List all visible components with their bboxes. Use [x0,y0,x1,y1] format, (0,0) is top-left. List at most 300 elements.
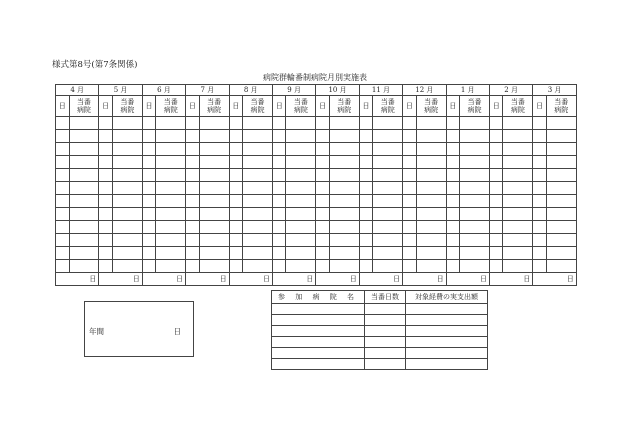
duty-hospital-cell [69,156,99,169]
day-cell [533,117,547,130]
day-cell [489,195,503,208]
day-cell [533,208,547,221]
day-column-header: 日 [446,96,460,117]
day-cell [99,260,113,273]
day-cell [56,260,70,273]
monthly-total-cell: 日 [403,273,446,286]
day-column-header: 日 [316,96,330,117]
duty-hospital-cell [460,195,490,208]
day-cell [272,221,286,234]
day-cell [186,247,200,260]
duty-hospital-cell [156,117,186,130]
duty-hospital-cell [156,221,186,234]
day-cell [229,221,243,234]
duty-hospital-cell [112,260,142,273]
duty-hospital-cell [546,260,576,273]
day-cell [359,169,373,182]
day-cell [359,234,373,247]
duty-hospital-cell [112,247,142,260]
duty-hospital-cell [460,221,490,234]
month-header: 8 月 [229,85,272,96]
summary-cell [406,337,488,348]
duty-hospital-cell [199,260,229,273]
duty-hospital-cell [460,117,490,130]
duty-hospital-cell [156,182,186,195]
summary-cell [272,359,365,370]
document-title: 病院群輪番制病院月別実施表 [263,73,367,82]
duty-hospital-cell [243,130,273,143]
duty-hospital-cell [546,221,576,234]
day-cell [142,143,156,156]
day-cell [533,143,547,156]
duty-hospital-cell [156,143,186,156]
day-cell [99,182,113,195]
duty-hospital-cell [460,169,490,182]
duty-hospital-cell [503,208,533,221]
day-cell [186,156,200,169]
day-cell [142,247,156,260]
monthly-total-cell: 日 [229,273,272,286]
day-cell [186,130,200,143]
duty-hospital-cell [460,208,490,221]
day-column-header: 日 [403,96,417,117]
day-cell [56,117,70,130]
duty-hospital-cell [416,130,446,143]
day-cell [272,234,286,247]
duty-hospital-cell [156,247,186,260]
duty-hospital-cell [69,208,99,221]
day-cell [56,156,70,169]
duty-hospital-cell [112,195,142,208]
month-header: 4 月 [56,85,99,96]
day-column-header: 日 [56,96,70,117]
duty-hospital-cell [286,195,316,208]
day-cell [186,169,200,182]
summary-cell [272,337,365,348]
duty-hospital-cell [329,130,359,143]
day-cell [99,195,113,208]
duty-hospital-cell [156,234,186,247]
table-row [56,260,577,273]
duty-hospital-cell [199,195,229,208]
day-cell [316,195,330,208]
duty-hospital-cell [69,234,99,247]
day-cell [56,221,70,234]
duty-hospital-cell [243,169,273,182]
day-cell [99,247,113,260]
duty-hospital-cell [199,221,229,234]
duty-hospital-cell [329,182,359,195]
duty-hospital-cell [503,247,533,260]
duty-hospital-cell [243,117,273,130]
duty-hospital-cell [112,117,142,130]
monthly-total-row [56,273,577,286]
day-cell [359,260,373,273]
day-cell [142,195,156,208]
duty-hospital-cell [373,195,403,208]
day-column-header: 日 [142,96,156,117]
duty-hospital-cell [416,208,446,221]
duty-hospital-cell [329,156,359,169]
duty-hospital-cell [503,221,533,234]
duty-hospital-cell [373,169,403,182]
duty-hospital-cell [243,195,273,208]
duty-hospital-cell [329,117,359,130]
duty-hospital-column-header: 当番 病院 [199,96,229,117]
day-cell [142,221,156,234]
duty-hospital-cell [416,182,446,195]
day-cell [229,169,243,182]
duty-hospital-cell [286,169,316,182]
table-row [272,326,488,337]
day-cell [229,117,243,130]
day-cell [489,143,503,156]
duty-hospital-cell [69,195,99,208]
duty-hospital-column-header: 当番 病院 [373,96,403,117]
duty-hospital-cell [243,156,273,169]
day-cell [99,143,113,156]
day-cell [229,182,243,195]
duty-hospital-cell [286,260,316,273]
table-row [272,337,488,348]
duty-hospital-cell [112,156,142,169]
duty-hospital-cell [112,221,142,234]
duty-hospital-cell [199,117,229,130]
duty-hospital-cell [286,117,316,130]
day-cell [316,130,330,143]
day-cell [446,247,460,260]
day-cell [403,117,417,130]
summary-cell [272,326,365,337]
duty-hospital-cell [286,182,316,195]
annual-total-label: 年間 [89,327,104,336]
duty-hospital-cell [373,247,403,260]
duty-hospital-cell [546,208,576,221]
duty-hospital-cell [69,117,99,130]
duty-hospital-cell [69,221,99,234]
day-cell [99,169,113,182]
day-cell [533,260,547,273]
day-cell [186,182,200,195]
duty-hospital-cell [416,247,446,260]
day-cell [142,117,156,130]
duty-hospital-cell [156,260,186,273]
table-row [56,156,577,169]
table-row [56,221,577,234]
monthly-total-cell: 日 [359,273,402,286]
duty-hospital-cell [416,169,446,182]
summary-cell [406,315,488,326]
day-cell [316,169,330,182]
table-row [56,195,577,208]
day-cell [316,143,330,156]
month-header: 10 月 [316,85,359,96]
day-cell [446,182,460,195]
duty-hospital-column-header: 当番 病院 [416,96,446,117]
monthly-total-cell: 日 [142,273,185,286]
duty-hospital-cell [373,221,403,234]
table-row [56,234,577,247]
monthly-total-cell: 日 [533,273,576,286]
duty-hospital-cell [546,156,576,169]
day-cell [489,117,503,130]
monthly-total-cell: 日 [446,273,489,286]
day-cell [446,143,460,156]
table-row [56,169,577,182]
duty-hospital-cell [69,143,99,156]
month-header: 9 月 [272,85,315,96]
day-cell [533,234,547,247]
summary-cell [406,326,488,337]
day-cell [533,182,547,195]
duty-hospital-cell [69,182,99,195]
duty-hospital-column-header: 当番 病院 [329,96,359,117]
day-cell [359,247,373,260]
duty-hospital-cell [416,260,446,273]
duty-hospital-cell [243,221,273,234]
month-header: 7 月 [186,85,229,96]
day-cell [403,247,417,260]
day-cell [489,234,503,247]
table-row [56,208,577,221]
day-cell [56,208,70,221]
day-cell [56,130,70,143]
day-cell [489,182,503,195]
day-cell [142,234,156,247]
duty-hospital-cell [329,260,359,273]
day-cell [403,182,417,195]
day-cell [446,130,460,143]
duty-hospital-cell [286,156,316,169]
duty-hospital-cell [460,182,490,195]
annual-total-unit: 日 [173,327,181,336]
day-cell [359,130,373,143]
duty-hospital-cell [373,143,403,156]
duty-hospital-cell [503,143,533,156]
duty-hospital-cell [546,130,576,143]
duty-hospital-cell [329,234,359,247]
day-cell [533,221,547,234]
day-cell [229,156,243,169]
duty-hospital-cell [112,169,142,182]
month-header: 3 月 [533,85,576,96]
day-cell [186,234,200,247]
duty-hospital-cell [156,169,186,182]
duty-hospital-cell [199,208,229,221]
day-cell [229,195,243,208]
table-row [272,359,488,370]
day-cell [229,247,243,260]
duty-hospital-cell [199,130,229,143]
table-row [56,247,577,260]
day-cell [272,156,286,169]
duty-hospital-cell [373,182,403,195]
day-cell [99,130,113,143]
day-cell [229,234,243,247]
duty-hospital-cell [243,234,273,247]
duty-hospital-cell [546,143,576,156]
duty-hospital-cell [329,143,359,156]
duty-hospital-cell [503,182,533,195]
day-cell [142,208,156,221]
duty-hospital-cell [546,117,576,130]
summary-cell [365,315,406,326]
day-cell [359,208,373,221]
day-cell [359,143,373,156]
duty-hospital-cell [546,247,576,260]
duty-hospital-cell [503,156,533,169]
duty-hospital-cell [373,156,403,169]
duty-hospital-cell [286,247,316,260]
summary-cell [365,348,406,359]
table-row [272,315,488,326]
duty-hospital-cell [286,130,316,143]
day-cell [229,143,243,156]
summary-cell [365,326,406,337]
day-cell [489,260,503,273]
table-row [56,117,577,130]
duty-hospital-cell [503,234,533,247]
day-cell [489,208,503,221]
duty-hospital-cell [243,208,273,221]
duty-hospital-cell [546,169,576,182]
duty-hospital-cell [199,182,229,195]
day-cell [533,130,547,143]
table-row [56,182,577,195]
summary-column-header: 参 加 病 院 名 [272,291,365,304]
monthly-schedule-table [55,84,577,286]
duty-hospital-cell [503,169,533,182]
day-cell [403,143,417,156]
day-cell [56,247,70,260]
duty-hospital-cell [156,156,186,169]
day-cell [533,195,547,208]
day-cell [316,182,330,195]
duty-hospital-cell [373,130,403,143]
month-header: 12 月 [403,85,446,96]
duty-hospital-cell [329,247,359,260]
day-cell [229,208,243,221]
summary-column-header: 対象経費の実支出額 [406,291,488,304]
day-cell [99,234,113,247]
duty-hospital-cell [460,143,490,156]
duty-hospital-cell [199,143,229,156]
duty-hospital-cell [243,260,273,273]
day-cell [229,130,243,143]
monthly-total-cell: 日 [272,273,315,286]
day-column-header: 日 [489,96,503,117]
day-cell [272,169,286,182]
day-cell [403,221,417,234]
day-cell [446,221,460,234]
day-cell [142,156,156,169]
duty-hospital-cell [373,117,403,130]
duty-hospital-cell [460,247,490,260]
day-cell [533,247,547,260]
duty-hospital-cell [373,260,403,273]
summary-cell [365,359,406,370]
duty-hospital-cell [243,247,273,260]
monthly-total-cell: 日 [186,273,229,286]
duty-hospital-cell [460,156,490,169]
duty-hospital-cell [416,143,446,156]
day-cell [56,182,70,195]
day-cell [142,130,156,143]
month-header: 2 月 [489,85,532,96]
duty-hospital-cell [156,130,186,143]
duty-hospital-cell [112,208,142,221]
day-cell [446,234,460,247]
day-cell [446,169,460,182]
day-column-header: 日 [229,96,243,117]
monthly-total-cell: 日 [316,273,359,286]
duty-hospital-cell [156,195,186,208]
form-number: 様式第8号(第7条関係) [52,60,138,70]
day-cell [142,169,156,182]
duty-hospital-cell [460,234,490,247]
day-cell [99,117,113,130]
month-header: 6 月 [142,85,185,96]
day-cell [99,208,113,221]
duty-hospital-cell [199,247,229,260]
day-cell [56,143,70,156]
day-cell [359,182,373,195]
day-cell [272,195,286,208]
day-cell [272,117,286,130]
day-cell [316,260,330,273]
duty-hospital-cell [112,182,142,195]
duty-hospital-cell [329,169,359,182]
day-cell [316,156,330,169]
day-cell [403,169,417,182]
duty-hospital-cell [69,169,99,182]
day-cell [489,221,503,234]
day-cell [186,143,200,156]
summary-cell [272,304,365,315]
month-header: 1 月 [446,85,489,96]
day-cell [446,117,460,130]
duty-hospital-column-header: 当番 病院 [286,96,316,117]
day-cell [186,117,200,130]
day-cell [403,130,417,143]
duty-hospital-column-header: 当番 病院 [503,96,533,117]
summary-cell [365,304,406,315]
participating-hospitals-table [271,290,488,370]
duty-hospital-column-header: 当番 病院 [112,96,142,117]
duty-hospital-cell [69,260,99,273]
day-cell [142,182,156,195]
day-cell [489,169,503,182]
duty-hospital-cell [373,208,403,221]
monthly-total-cell: 日 [99,273,142,286]
day-cell [446,195,460,208]
duty-hospital-cell [546,182,576,195]
duty-hospital-cell [416,234,446,247]
duty-hospital-column-header: 当番 病院 [546,96,576,117]
day-cell [272,247,286,260]
duty-hospital-cell [416,221,446,234]
monthly-total-cell: 日 [489,273,532,286]
day-cell [142,260,156,273]
duty-hospital-cell [199,234,229,247]
day-cell [489,247,503,260]
day-cell [403,260,417,273]
day-cell [403,195,417,208]
annual-total-box [84,301,194,357]
day-column-header: 日 [272,96,286,117]
duty-hospital-cell [329,195,359,208]
duty-hospital-cell [416,195,446,208]
